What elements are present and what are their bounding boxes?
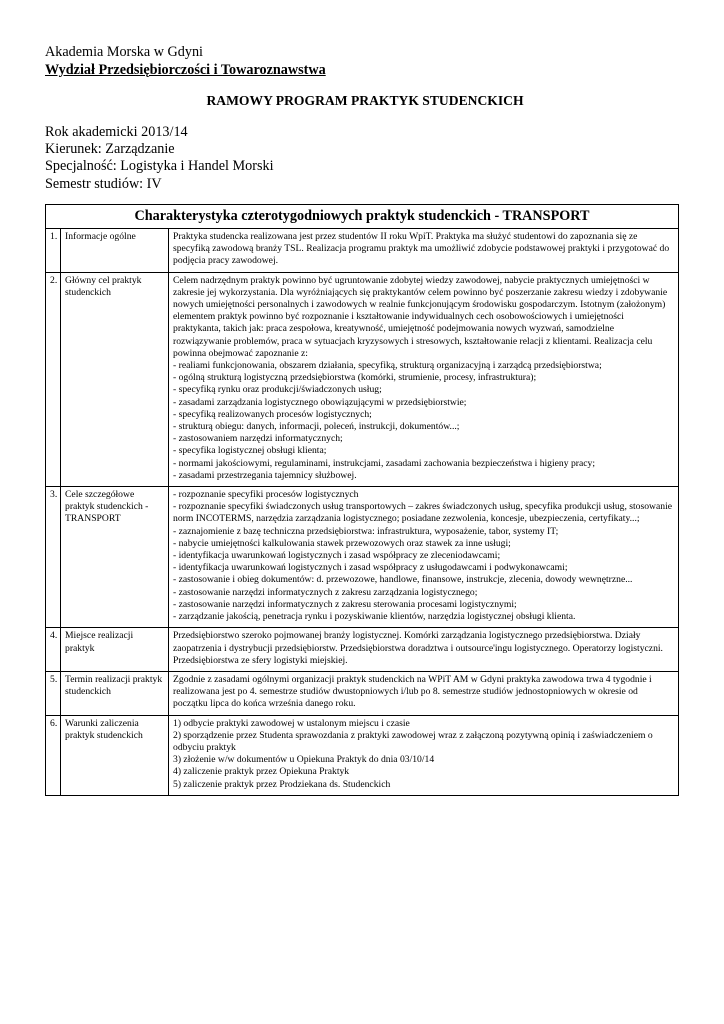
content-line: - zastosowaniem narzędzi informatycznych; bbox=[173, 433, 343, 445]
content-line: 2) sporządzenie przez Studenta sprawozdania z praktyki zawodowej wraz z załączoną pozytywną opinią i zaświadczeniem o odbyciu praktyk bbox=[173, 729, 653, 753]
row-label: Miejsce realizacji praktyk bbox=[61, 628, 169, 672]
content-line: - rozpoznanie specyfiki świadczonych usług transportowych – zakres świadczonych usług, specyfika produkcji usług, stosowanie norm INCOTERMS, narzędzia zarządzania logistycznego; posiadane zezwolenia, koncesje, ubezpieczenia, certyfikaty...; bbox=[173, 501, 673, 525]
content-line: 3) złożenie w/w dokumentów u Opiekuna Praktyk do dnia 03/10/14 bbox=[173, 754, 435, 766]
row-number: 3. bbox=[46, 487, 61, 628]
content-line: - specyfika logistycznej obsługi klienta; bbox=[173, 445, 327, 457]
row-content bbox=[169, 671, 679, 715]
row-label: Cele szczegółowe praktyk studenckich - TRANSPORT bbox=[61, 487, 169, 628]
content-line: Celem nadrzędnym praktyk powinno być ugruntowanie zdobytej wiedzy zawodowej, nabycie praktycznych umiejętności w zakresie jej wykorzystania. Dla wyróżniających się praktykantów celem powinno być poszerzanie zakresu wiedzy i zdobywanie nowych umiejętności personalnych i zawodowych w realnie funkcjonującym środowisku gospodarczym. Istotnym (założonym) elementem praktyk powinno być rozpoznanie i kształtowanie indywidualnych cech osobowościowych i umiejętności praktykanta, takich jak: praca zespołowa, kreatywność, umiejętność podejmowania nowych wyzwań, samodzielne rozwiązywanie problemów, praca w sytuacjach kryzysowych i stresowych, kształtowanie relacji z klientami. Realizacja celu powinna obejmować zapoznanie z: bbox=[173, 274, 668, 359]
table-body bbox=[46, 229, 679, 796]
row-number: 2. bbox=[46, 272, 61, 486]
content-line: 1) odbycie praktyki zawodowej w ustalonym miejscu i czasie bbox=[173, 717, 410, 729]
content-line: - zastosowanie narzędzi informatycznych z zakresu sterowania procesami logistycznymi; bbox=[173, 598, 517, 610]
table-row bbox=[46, 272, 679, 486]
content-line: - realiami funkcjonowania, obszarem działania, specyfiką, strukturą organizacyjną i zarządcą przedsiębiorstwa; bbox=[173, 360, 602, 372]
document-title: RAMOWY PROGRAM PRAKTYK STUDENCKICH bbox=[206, 93, 524, 108]
content-line: - rozpoznanie specyfiki procesów logistycznych bbox=[173, 489, 359, 501]
row-content bbox=[169, 628, 679, 672]
content-line: - strukturą obiegu: danych, informacji, poleceń, instrukcji, dokumentów...; bbox=[173, 421, 460, 433]
row-label: Informacje ogólne bbox=[61, 229, 169, 273]
table-row bbox=[46, 229, 679, 273]
row-label: Główny cel praktyk studenckich bbox=[61, 272, 169, 486]
row-content bbox=[169, 487, 679, 628]
department-name: Wydział Przedsiębiorczości i Towaroznawstwa bbox=[45, 62, 326, 78]
row-number: 1. bbox=[46, 229, 61, 273]
content-line: - nabycie umiejętności kalkulowania stawek przewozowych oraz stawek za inne usługi; bbox=[173, 537, 511, 549]
content-line: - specyfiką realizowanych procesów logistycznych; bbox=[173, 408, 372, 420]
content-line: - zasadami zarządzania logistycznego obowiązującymi w przedsiębiorstwie; bbox=[173, 396, 467, 408]
content-line: - zastosowanie i obieg dokumentów: d. przewozowe, handlowe, finansowe, instrukcje, zlecenia, dowody wewnętrzne... bbox=[173, 574, 633, 586]
content-line: - zaznajomienie z bazę techniczna przedsiębiorstwa: infrastruktura, wyposażenie, tabor, systemy IT; bbox=[173, 525, 559, 537]
row-content bbox=[169, 229, 679, 273]
content-line: - normami jakościowymi, regulaminami, instrukcjami, zasadami zachowania bezpieczeństwa i higieny pracy; bbox=[173, 457, 596, 469]
table-row bbox=[46, 671, 679, 715]
academic-year: Rok akademicki 2013/14 bbox=[45, 124, 188, 140]
content-line: - zasadami przestrzegania tajemnicy służbowej. bbox=[173, 469, 357, 481]
content-line: Przedsiębiorstwo szeroko pojmowanej branży logistycznej. Komórki zarządzania logistycznego przedsiębiorstwa. Działy zaopatrzenia i dystrybucji przedsiębiorstw. Przedsiębiorstwa doradztwa i outsource'ingu logistycznego. Operatorzy logistyczni. Przedsiębiorstwa ze sfery logistyki miejskiej. bbox=[173, 630, 663, 666]
field-of-study: Kierunek: Zarządzanie bbox=[45, 141, 175, 158]
specialization: Specjalność: Logistyka i Handel Morski bbox=[45, 158, 274, 175]
row-number: 6. bbox=[46, 715, 61, 795]
content-line: 4) zaliczenie praktyk przez Opiekuna Praktyk bbox=[173, 766, 350, 778]
content-line: Praktyka studencka realizowana jest przez studentów II roku WpiT. Praktyka ma służyć studentowi do zapoznania się ze specyfiką zawodową branży TSL. Realizacja programu praktyk ma umożliwić zdobycie podstawowej praktyki i przygotować do podjęcia pracy zawodowej. bbox=[173, 231, 670, 267]
content-line: - zastosowanie narzędzi informatycznych z zakresu zarządzania logistycznego; bbox=[173, 586, 478, 598]
content-line: - ogólną strukturą logistyczną przedsiębiorstwa (komórki, strumienie, procesy, infrastruktura); bbox=[173, 372, 537, 384]
content-line: 5) zaliczenie praktyk przez Prodziekana ds. Studenckich bbox=[173, 778, 391, 790]
table-row bbox=[46, 487, 679, 628]
institution-name: Akademia Morska w Gdyni bbox=[45, 44, 204, 60]
meta-block bbox=[45, 124, 274, 193]
content-line: Zgodnie z zasadami ogólnymi organizacji praktyk studenckich na WPiT AM w Gdyni praktyka zawodowa trwa 4 tygodnie i realizowana jest po 4. semestrze studiów dwustopniowych i/lub po 8. semestrze studiów jednostopniowych w okresie od początku lipca do końca września danego roku. bbox=[173, 673, 652, 710]
row-number: 5. bbox=[46, 671, 61, 715]
row-label: Termin realizacji praktyk studenckich bbox=[61, 671, 169, 715]
row-content bbox=[169, 715, 679, 795]
row-label: Warunki zaliczenia praktyk studenckich bbox=[61, 715, 169, 795]
table-row bbox=[46, 715, 679, 795]
content-line: - zarządzanie jakością, penetracja rynku i pozyskiwanie klientów, narzędzia logistycznej obsługi klienta. bbox=[173, 611, 576, 623]
semester: Semestr studiów: IV bbox=[45, 175, 162, 192]
content-line: - identyfikacja uwarunkowań logistycznych i zasad współpracy ze zleceniodawcami; bbox=[173, 550, 501, 562]
content-line: - identyfikacja uwarunkowań logistycznych i zasad współpracy z usługodawcami i podwykonawcami; bbox=[173, 562, 568, 574]
table-row bbox=[46, 628, 679, 672]
program-table bbox=[45, 204, 679, 796]
document-header bbox=[45, 43, 685, 192]
content-line: - specyfiką rynku oraz produkcji/świadczonych usług; bbox=[173, 384, 382, 396]
table-heading-row bbox=[46, 205, 679, 229]
row-content bbox=[169, 272, 679, 486]
row-number: 4. bbox=[46, 628, 61, 672]
table-heading: Charakterystyka czterotygodniowych praktyk studenckich - TRANSPORT bbox=[46, 205, 679, 229]
